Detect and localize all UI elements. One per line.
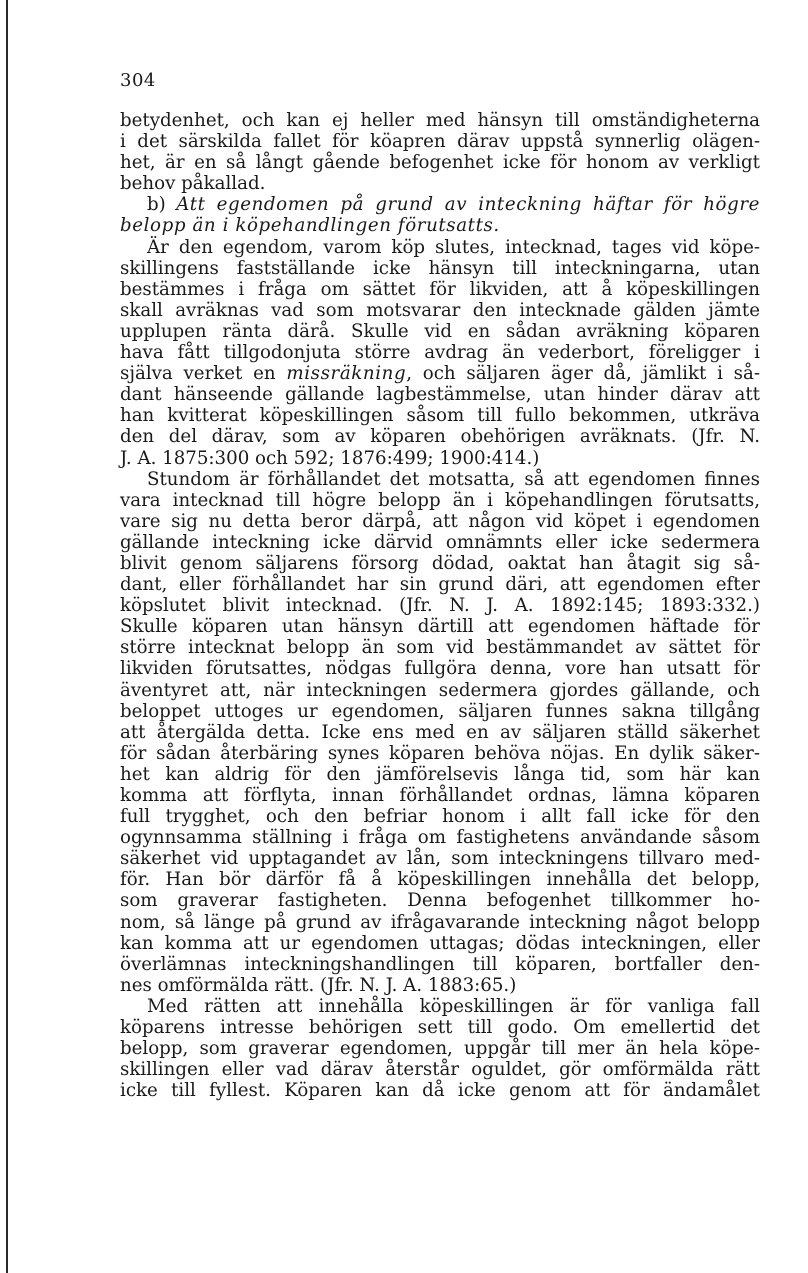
text-run: belopp, som graverar egendomen, uppgår till mer än hela köpe- (120, 1038, 760, 1060)
text-run: dant hänseende gällande lagbestämmelse, utan hinder därav att (120, 384, 760, 406)
text-run: upplupen ränta därå. Skulle vid en sådan avräkning köparen (120, 320, 760, 342)
text-line (120, 637, 760, 658)
section-heading-line (120, 215, 760, 236)
text-run: full trygghet, och den befriar honom i allt fall icke för den (120, 806, 760, 828)
text-line (120, 848, 760, 869)
text-run: större intecknat belopp än som vid bestämmandet av sättet för (120, 637, 760, 659)
text-run: skall avräknas vad som motsvarar den intecknade gälden jämte (120, 299, 760, 321)
text-line (120, 595, 760, 616)
body-text (120, 110, 760, 1101)
text-line (120, 258, 760, 279)
text-line (120, 152, 760, 173)
text-run: kan komma att ur egendomen uttagas; dödas inteckningen, eller (120, 932, 760, 954)
text-line (120, 1038, 760, 1059)
text-run: Stundom är förhållandet det motsatta, så att egendomen finnes (147, 468, 760, 490)
text-line (120, 342, 760, 363)
text-run: för. Han bör därför få å köpeskillingen innehålla det belopp, (120, 869, 760, 891)
text-line (120, 321, 760, 342)
text-run: behov påkallad. (120, 173, 266, 195)
text-line (120, 110, 760, 131)
text-line (120, 1080, 760, 1101)
text-line (120, 511, 760, 532)
italic-text-run: belopp än i köpehandlingen förutsatts. (120, 215, 500, 237)
text-run: vare sig nu detta beror därpå, att någon vid köpet i egendomen (120, 510, 760, 532)
text-run: vara intecknad till högre belopp än i köpehandlingen förutsatts, (120, 489, 760, 511)
text-line (120, 1059, 760, 1080)
text-run: äventyret att, när inteckningen sedermera gjordes gällande, och (120, 679, 760, 701)
text-line (120, 701, 760, 722)
page-number: 304 (120, 70, 156, 91)
page-edge-rule (6, 0, 8, 1273)
text-line (120, 954, 760, 975)
text-line (120, 658, 760, 679)
text-run: köpslutet blivit intecknad. (Jfr. N. J. A. 1892:145; 1893:332.) (120, 595, 760, 617)
text-line (120, 1017, 760, 1038)
text-run: blivit genom säljarens försorg dödad, oaktat han åtagit sig så- (120, 552, 760, 574)
text-line (120, 384, 760, 405)
text-run: nes omförmälda rätt. (Jfr. N. J. A. 1883:65.) (120, 974, 517, 996)
text-run: skillingen eller vad därav återstår oguldet, gör omförmälda rätt (120, 1059, 760, 1081)
text-run: bestämmes i fråga om sättet för likviden, att å köpeskillingen (120, 278, 760, 300)
text-run: Är den egendom, varom köp slutes, intecknad, tages vid köpe- (147, 236, 760, 258)
text-run: överlämnas inteckningshandlingen till köparen, bortfaller den- (120, 953, 760, 975)
text-line (120, 532, 760, 553)
text-run: Med rätten att innehålla köpeskillingen är för vanliga fall (147, 995, 760, 1017)
text-line (120, 722, 760, 743)
text-line (120, 279, 760, 300)
text-run: ogynnsamma ställning i fråga om fastighetens användande såsom (120, 827, 760, 849)
text-line (120, 405, 760, 426)
paragraph-start-line (120, 996, 760, 1017)
text-line (120, 806, 760, 827)
text-run: icke till fyllest. Köparen kan då icke genom att för ändamålet (120, 1080, 760, 1102)
text-run: själva verket en (120, 363, 287, 385)
text-run: b) (147, 194, 177, 216)
text-line (120, 680, 760, 701)
text-line (120, 827, 760, 848)
text-line (120, 890, 760, 911)
text-run: den del därav, som av köparen obehörigen avräknats. (Jfr. N. (120, 426, 760, 448)
text-run: gällande inteckning icke därvid omnämnts eller icke sedermera (120, 531, 760, 553)
text-line (120, 869, 760, 890)
text-line (120, 490, 760, 511)
paragraph-start-line (120, 237, 760, 258)
text-line (120, 363, 760, 384)
text-run: köparens intresse behörigen sett till godo. Om emellertid det (120, 1017, 760, 1039)
text-line (120, 743, 760, 764)
text-line (120, 785, 760, 806)
text-run: säkerhet vid upptagandet av lån, som inteckningens tillvaro med- (120, 848, 760, 870)
text-run: J. A. 1875:300 och 592; 1876:499; 1900:414.) (120, 447, 540, 469)
text-line (120, 574, 760, 595)
italic-text-run: Att egendomen på grund av inteckning häftar för högre (176, 194, 760, 216)
text-line (120, 131, 760, 152)
text-run: komma att förflyta, innan förhållandet ordnas, lämna köparen (120, 785, 760, 806)
text-run: betydenhet, och kan ej heller med hänsyn till omständigheterna (120, 110, 760, 131)
section-heading-line (120, 194, 760, 215)
text-run: som graverar fastigheten. Denna befogenhet tillkommer ho- (120, 890, 760, 912)
text-line (120, 933, 760, 954)
text-run: het kan aldrig för den jämförelsevis långa tid, som här kan (120, 763, 760, 785)
text-line (120, 173, 760, 194)
text-run: Skulle köparen utan hänsyn därtill att egendomen häftade för (120, 616, 760, 638)
text-line (120, 448, 760, 469)
text-run: beloppet uttoges ur egendomen, säljaren funnes sakna tillgång (120, 700, 760, 722)
italic-text-run: missräkning (286, 363, 407, 385)
text-run: i det särskilda fallet för köapren därav uppstå synnerlig olägen- (120, 131, 760, 153)
text-line (120, 616, 760, 637)
text-line (120, 975, 760, 996)
text-run: hava fått tillgodonjuta större avdrag än vederbort, föreligger i (120, 342, 760, 364)
text-line (120, 764, 760, 785)
text-run: nom, så länge på grund av ifrågavarande inteckning något belopp (120, 911, 760, 933)
text-line (120, 912, 760, 933)
text-run: han kvitterat köpeskillingen såsom till fullo bekommen, utkräva (120, 405, 760, 427)
text-run: het, är en så långt gående befogenhet icke för honom av verkligt (120, 152, 760, 174)
text-run: dant, eller förhållandet har sin grund däri, att egendomen efter (120, 574, 760, 596)
paragraph-start-line (120, 469, 760, 490)
text-line (120, 426, 760, 447)
text-line (120, 300, 760, 321)
text-run: för sådan återbäring synes köparen behöva nöjas. En dylik säker- (120, 742, 760, 764)
text-run: skillingens fastställande icke hänsyn till inteckningarna, utan (120, 257, 760, 279)
text-line (120, 553, 760, 574)
text-run: att återgälda detta. Icke ens med en av säljaren ställd säkerhet (120, 721, 760, 743)
text-run: likviden förutsattes, nödgas fullgöra denna, vore han utsatt för (120, 658, 760, 680)
text-run: , och säljaren äger då, jämlikt i så- (406, 363, 760, 385)
